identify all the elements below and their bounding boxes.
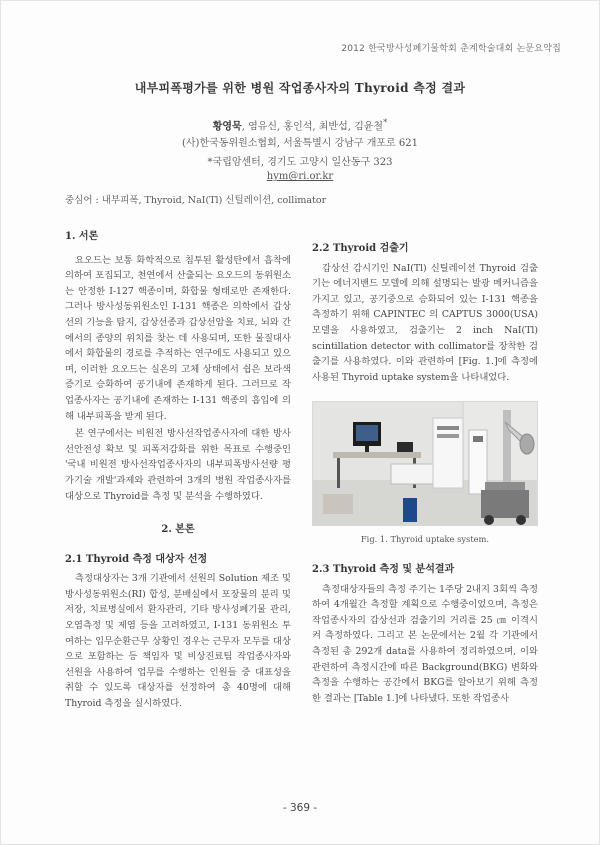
proceedings-header: 2012 한국방사성폐기물학회 춘계학술대회 논문요약집 — [341, 44, 561, 54]
title-block — [41, 79, 559, 182]
intro-heading: 1. 서론 — [65, 231, 99, 242]
intro-paragraph-2: 본 연구에서는 비원전 방사선작업종사자에 대한 방사선안전성 확보 및 피폭저감화를 위한 목표로 수행중인 '국내 비원전 방사선작업종사자의 내부피폭방사선량 평가기술 개발'과제와 관련하여 3개의 병원 작업종사자를 대상으로 Thyroid를 측정 및 분석을 수행하였다. — [65, 428, 291, 502]
subsection-2-3-heading: 2.3 Thyroid 측정 및 분석결과 — [312, 563, 455, 575]
affiliation-2: *국립암센터, 경기도 고양시 일산동구 323 — [207, 157, 393, 169]
thyroid-uptake-photo — [312, 401, 538, 526]
main-author: 황영묵 — [212, 121, 242, 133]
figure-1 — [312, 401, 538, 548]
figure-1-caption: Fig. 1. Thyroid uptake system. — [360, 534, 490, 545]
author-email: hym@ri.or.kr — [266, 171, 334, 183]
subsection-2-3-paragraph: 측정대상자들의 측정 주기는 1주당 2내지 3회씩 측정하여 4개월간 측정할 계획으로 수행중이었으며, 측정은 작업종사자의 갑상선과 검출기의 거리를 25 ㎝ 이격시켜 측정하였다. 그리고 본 논문에서는 2월 각 기관에서 측정된 총 292개 data를 사용하여 정리하였으며, 이와 관련하여 측정시간에 따른 Background(BKG) 변화와 측정을 수행하는 공간에서 BKG를 알아보기 위해 측정한 결과는 [Table 1.]에 나타냈다. 또한 작업종사 — [312, 583, 538, 704]
intro-paragraph-1: 요오드는 보통 화학적으로 침투된 활성탄에서 흡착에 의하여 포집되고, 천연에서 산출되는 요오드의 동위원소는 안정한 I-127 핵종이며, 화합물 형태로만 존재한다. 그러나 방사성동위원소인 I-131 핵종은 의학에서 갑상선의 기능을 탐지, 갑상선종과 갑상선암을 치료, 뇌와 간에서의 종양의 위치를 찾는 데 사용되며, 또한 물질대사에서 화합물의 경로를 추적하는 연구에도 사용되고 있으며, 이러한 요오드는 실온의 고체 상태에서 쉽은 보라색 증기로 승화하여 공기내에 존재하게 된다. 그러므로 작업종사자는 공기내에 존재하는 I-131 핵종의 흡입에 의해 내부피폭을 받게 된다. — [65, 254, 291, 422]
corresponding-mark: * — [383, 117, 388, 127]
subsection-2-2-heading: 2.2 Thyroid 검출기 — [312, 243, 409, 254]
body-heading: 2. 본론 — [161, 524, 195, 536]
right-column — [312, 241, 538, 708]
paper-title: 내부피폭평가를 위한 병원 작업종사자의 Thyroid 측정 결과 — [134, 81, 466, 95]
author-list — [41, 117, 559, 132]
subsection-2-1-heading: 2.1 Thyroid 측정 대상자 선정 — [65, 553, 208, 565]
subsection-2-1-paragraph: 측정대상자는 3개 기관에서 선원의 Solution 제조 및 방사성동위원소(RI) 합성, 분배실에서 포장물의 분리 및 저장, 치료병실에서 환자관리, 기타 방사성폐기물 관리, 오염측정 및 제염 등을 고려하였고, I-131 동위원소 투여하는 입무순환근무 상황인 경우는 근무자 모두를 대상으로 포함하는 등 책임자 및 비상진료팀 작업종사자와 선원을 사용하여 업무를 수행하는 인원들 중 대표성을 취할 수 있도록 대상자를 선정하여 총 40명에 대해 Thyroid 측정을 실시하였다. — [65, 573, 291, 710]
co-authors: , 염유신, 홍인석, 최반섭, 김윤철 — [241, 121, 384, 133]
thyroid-uptake-system-illustration — [313, 402, 538, 526]
affiliation-1: (사)한국동위원소협회, 서울특별시 강남구 개포로 621 — [182, 138, 418, 150]
keywords: 중심어 : 내부피폭, Thyroid, NaI(Tl) 신틸레이션, collimator — [65, 195, 327, 206]
page-number: - 369 - — [282, 802, 318, 814]
subsection-2-2-paragraph: 갑상선 감시기인 NaI(Tl) 신틸레이션 Thyroid 검출기는 에너지밴드 모델에 의해 설명되는 발광 메커니즘을 가지고 있고, 공기중으로 승화되어 있는 I-131 핵종을 측정하기 위해 CAPINTEC 의 CAPTUS 3000(USA) 모델을 사용하였고, 검출기는 2 inch NaI(Tl) scintillation detector with collimator를 장착한 검출기를 사용하였다. 이와 관련하여 [Fig. 1.]에 측정에 사용된 Thyroid uptake system을 나타내었다. — [312, 262, 538, 383]
left-column — [65, 229, 291, 714]
